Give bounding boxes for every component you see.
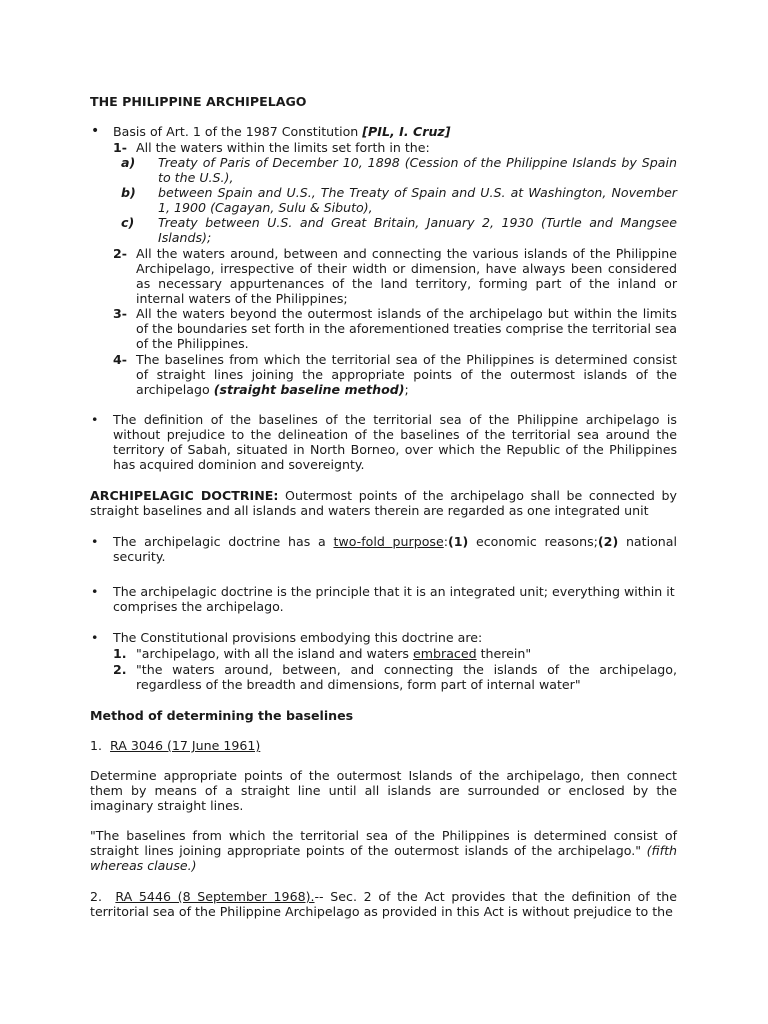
bullet-icon: •	[91, 584, 99, 599]
quote-paragraph: "The baselines from which the territorial sea of the Philippines is determined consist of straight lines joining appropriate points of the outermost islands of the archipelago." (fifth whereas clause.)	[90, 828, 677, 873]
ra-5446-paragraph: 2. RA 5446 (8 September 1968).-- Sec. 2 of the Act provides that the definition of the territorial sea of the Philippine Archipelago as provided in this Act is without prejudice to the	[90, 889, 677, 919]
bullet-icon: •	[91, 534, 99, 549]
page-title: THE PHILIPPINE ARCHIPELAGO	[90, 94, 307, 109]
basis-lead: Basis of Art. 1 of the 1987 Constitution [PIL, I. Cruz]	[113, 124, 451, 139]
basis-source: [PIL, I. Cruz]	[362, 124, 451, 139]
bullet-icon: •	[91, 412, 99, 427]
method-paragraph: Determine appropriate points of the outermost Islands of the archipelago, then connect them by means of a straight line until all islands are surrounded or enclosed by the imaginary straight lines.	[90, 768, 677, 813]
bullet-icon: •	[91, 630, 99, 645]
method-heading: Method of determining the baselines	[90, 708, 354, 723]
doctrine-paragraph: ARCHIPELAGIC DOCTRINE: Outermost points of the archipelago shall be connected by straight baselines and all islands and waters therein are regarded as one integrated unit	[90, 488, 677, 518]
bullet-icon: •	[91, 123, 100, 139]
ra-3046: 1. RA 3046 (17 June 1961)	[90, 738, 261, 753]
